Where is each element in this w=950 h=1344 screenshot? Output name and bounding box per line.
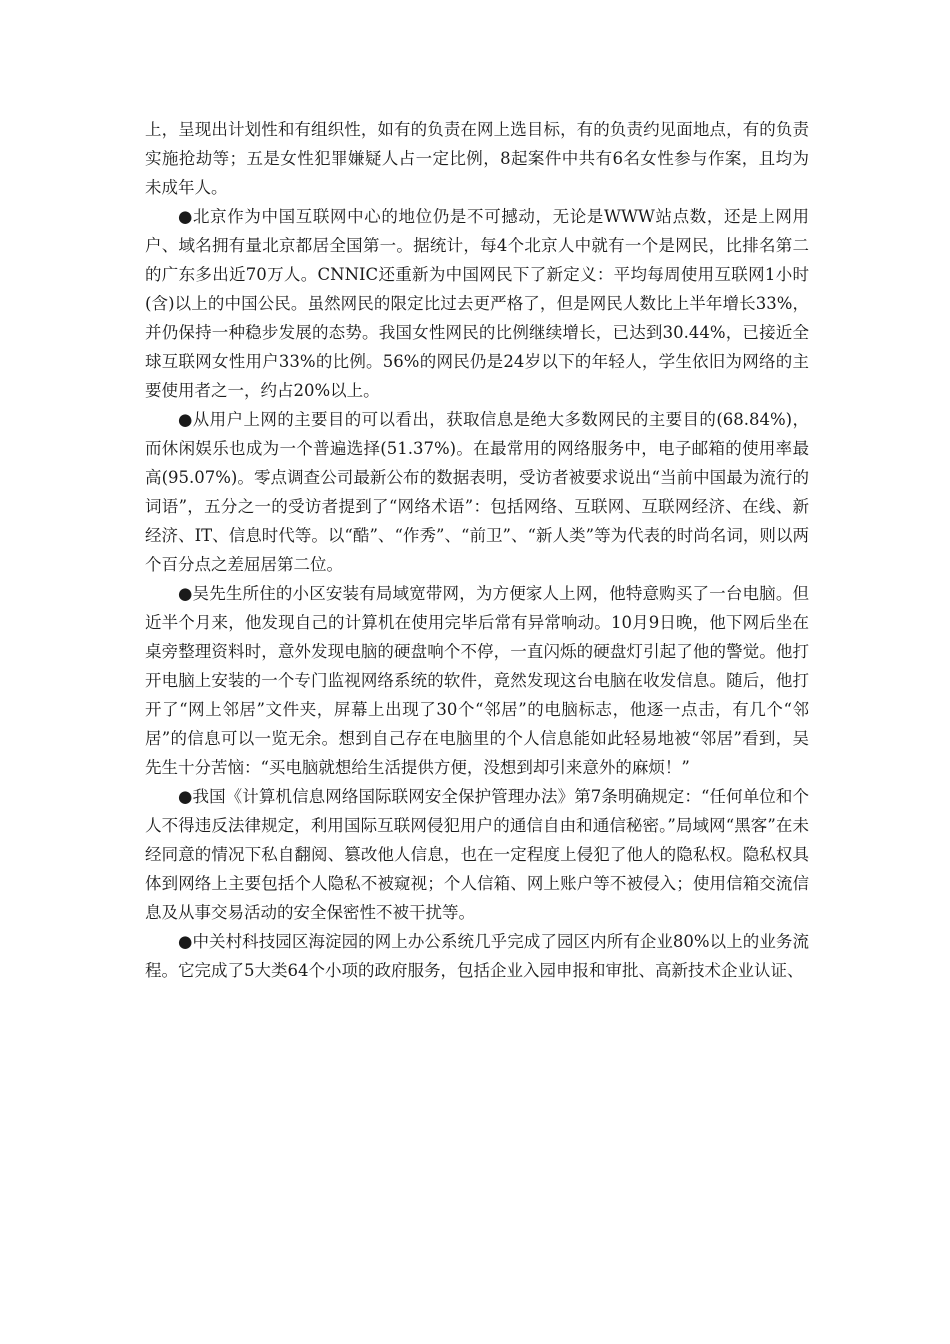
paragraph-zhongguancun: ●中关村科技园区海淀园的网上办公系统几乎完成了园区内所有企业80%以上的业务流程。它完成了5大类64个小项的政府服务，包括企业入园申报和审批、高新技术企业认证、 (145, 932, 809, 980)
paragraph-privacy-law: ●我国《计算机信息网络国际联网安全保护管理办法》第7条明确规定：“任何单位和个人不得违反法律规定，利用国际互联网侵犯用户的通信自由和通信秘密。”局域网“黑客”在未经同意的情况下私自翻阅、篡改他人信息，也在一定程度上侵犯了他人的隐私权。隐私权具体到网络上主要包括个人隐私不被窥视；个人信箱、网上账户等不被侵入；使用信箱交流信息及从事交易活动的安全保密性不被干扰等。 (145, 787, 809, 922)
paragraph-mr-wu-lan: ●吴先生所住的小区安装有局域宽带网，为方便家人上网，他特意购买了一台电脑。但近半个月来，他发现自己的计算机在使用完毕后常有异常响动。10月9日晚，他下网后坐在桌旁整理资料时，意外发现电脑的硬盘响个不停，一直闪烁的硬盘灯引起了他的警觉。他打开电脑上安装的一个专门监视网络系统的软件，竟然发现这台电脑在收发信息。随后，他打开了“网上邻居”文件夹，屏幕上出现了30个“邻居”的电脑标志，他逐一点击，有几个“邻居”的信息可以一览无余。想到自己存在电脑里的个人信息能如此轻易地被“邻居”看到，吴先生十分苦恼：“买电脑就想给生活提供方便，没想到却引来意外的麻烦！” (145, 584, 809, 777)
document-page (145, 115, 809, 985)
paragraph-user-purposes: ●从用户上网的主要目的可以看出，获取信息是绝大多数网民的主要目的(68.84%)，而休闲娱乐也成为一个普遍选择(51.37%)。在最常用的网络服务中，电子邮箱的使用率最高(95.07%)。零点调查公司最新公布的数据表明，受访者被要求说出“当前中国最为流行的词语”，五分之一的受访者提到了“网络术语”：包括网络、互联网、互联网经济、在线、新经济、IT、信息时代等。以“酷”、“作秀”、“前卫”、“新人类”等为代表的时尚名词，则以两个百分点之差屈居第二位。 (145, 410, 809, 574)
paragraph-beijing-internet: ●北京作为中国互联网中心的地位仍是不可撼动，无论是WWW站点数，还是上网用户、域名拥有量北京都居全国第一。据统计，每4个北京人中就有一个是网民，比排名第二的广东多出近70万人。CNNIC还重新为中国网民下了新定义：平均每周使用互联网1小时(含)以上的中国公民。虽然网民的限定比过去更严格了，但是网民人数比上半年增长33%，并仍保持一种稳步发展的态势。我国女性网民的比例继续增长，已达到30.44%，已接近全球互联网女性用户33%的比例。56%的网民仍是24岁以下的年轻人，学生依旧为网络的主要使用者之一，约占20%以上。 (145, 207, 809, 400)
paragraph-continuation: 上，呈现出计划性和有组织性，如有的负责在网上选目标，有的负责约见面地点，有的负责实施抢劫等；五是女性犯罪嫌疑人占一定比例，8起案件中共有6名女性参与作案，且均为未成年人。 (145, 120, 809, 197)
